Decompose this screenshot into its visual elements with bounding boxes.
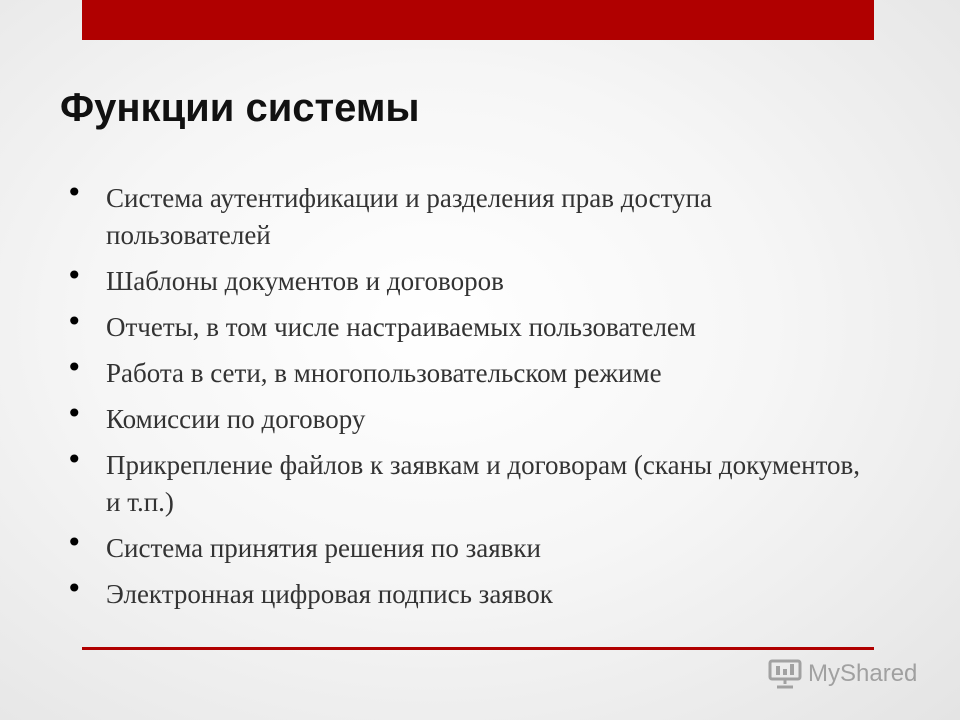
slide-title: Функции системы: [60, 86, 420, 130]
bullet-dot-icon: •: [66, 397, 83, 430]
list-item: [66, 443, 866, 521]
watermark-logo: [768, 656, 917, 692]
bullet-dot-icon: •: [66, 305, 83, 338]
list-item: [66, 176, 866, 254]
list-item-text: Система аутентификации и разделения прав доступа пользователей: [106, 183, 712, 250]
list-item: [66, 572, 866, 613]
list-item-text: Электронная цифровая подпись заявок: [106, 579, 553, 609]
bullet-dot-icon: •: [66, 572, 83, 605]
bullet-dot-icon: •: [66, 351, 83, 384]
list-item-text: Прикрепление файлов к заявкам и договорам (сканы документов, и т.п.): [106, 450, 861, 517]
presentation-screen-icon: [768, 659, 802, 689]
top-accent-bar: [82, 0, 874, 40]
list-item-text: Работа в сети, в многопользовательском режиме: [106, 358, 662, 388]
bullet-list: [66, 176, 866, 622]
watermark-text: MyShared: [808, 660, 918, 687]
bullet-dot-icon: •: [66, 259, 83, 292]
list-item: [66, 526, 866, 567]
list-item: [66, 397, 866, 438]
bullet-dot-icon: •: [66, 443, 83, 476]
list-item: [66, 305, 866, 346]
bullet-dot-icon: •: [66, 176, 83, 209]
list-item-text: Комиссии по договору: [106, 404, 366, 434]
list-item-text: Отчеты, в том числе настраиваемых пользователем: [106, 312, 696, 342]
bottom-accent-line: [82, 647, 874, 650]
list-item: [66, 259, 866, 300]
list-item-text: Шаблоны документов и договоров: [106, 266, 504, 296]
bullet-dot-icon: •: [66, 526, 83, 559]
list-item: [66, 351, 866, 392]
list-item-text: Система принятия решения по заявки: [106, 533, 541, 563]
